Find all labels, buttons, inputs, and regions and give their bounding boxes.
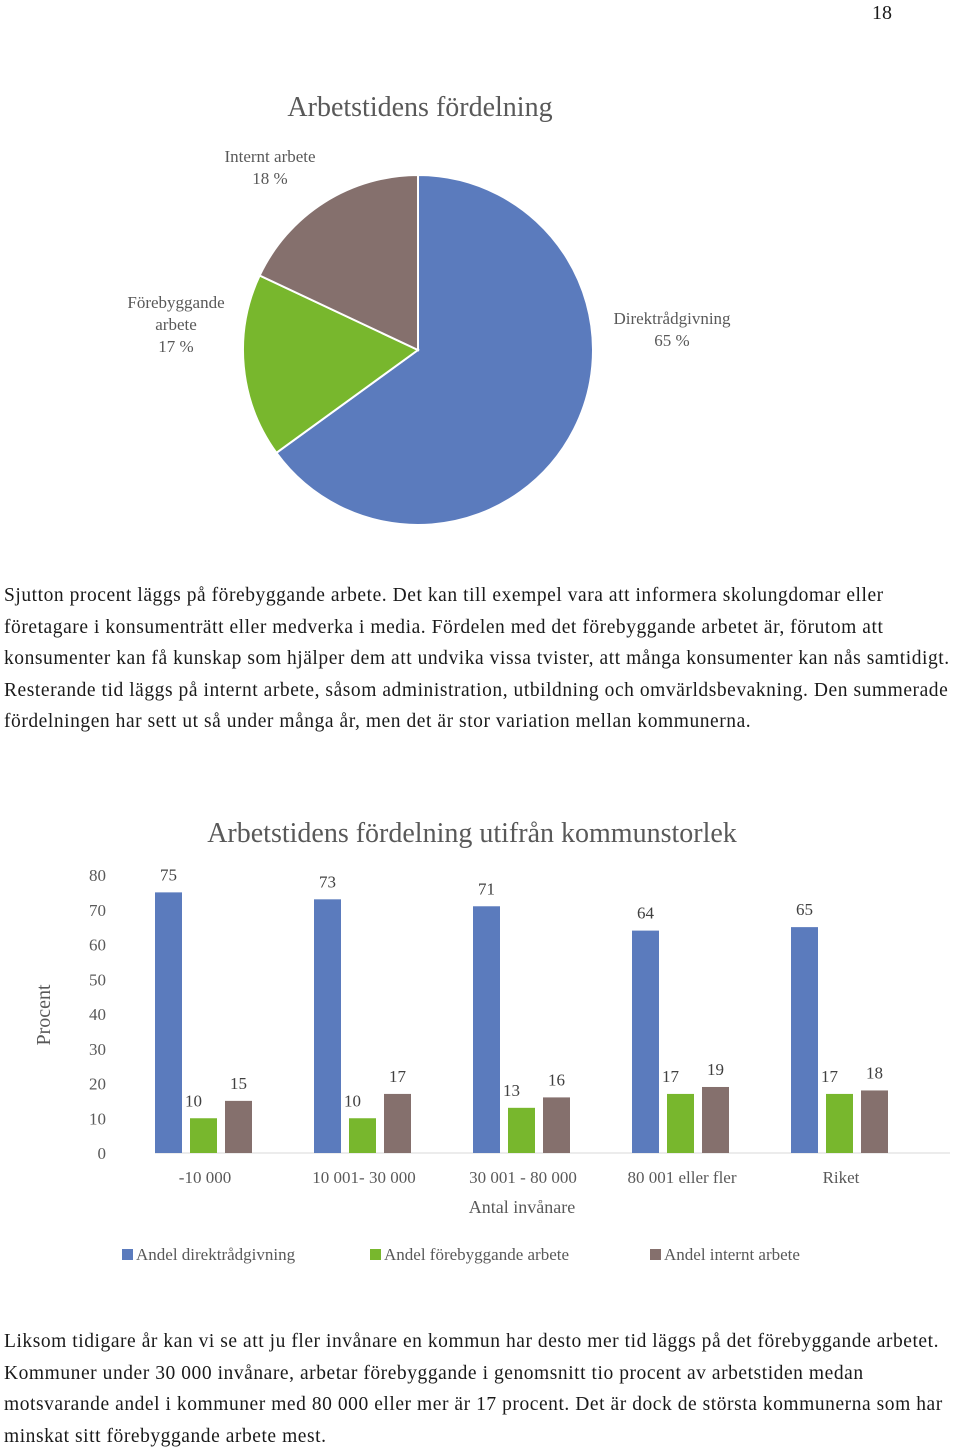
data-label: 15: [230, 1073, 247, 1093]
pie-chart: [0, 80, 960, 560]
x-tick-label: -10 000: [178, 1168, 232, 1187]
data-label: 10: [344, 1091, 361, 1111]
x-axis-label: Antal invånare: [468, 1197, 576, 1217]
bar-title: Arbetstidens fördelning utifrån kommunstorlek: [207, 818, 737, 849]
data-label: 19: [707, 1059, 724, 1079]
legend-label-1: Andel förebyggande arbete: [384, 1245, 570, 1264]
bar-0-1: [314, 899, 341, 1153]
pie-label-line: Direktrådgivning: [613, 309, 731, 328]
y-tick-label: 0: [97, 1144, 106, 1163]
paragraph-conclusion: Liksom tidigare år kan vi se att ju fler invånare en kommun har desto mer tid läggs på det förebyggande arbetet. Kommuner under 30 000 invånare, arbetar förebyggande i genomsnitt tio procent av arbetstiden medan motsvarande andel i kommuner med 80 000 eller mer är 17 procent. Det är dock de största kommunerna som har minskat sitt förebyggande arbete mest.: [4, 1331, 943, 1447]
pie-label-line: 65 %: [654, 331, 690, 350]
bar-2-1: [384, 1094, 411, 1153]
bar-1-3: [667, 1094, 694, 1153]
legend-swatch-0: [122, 1249, 133, 1260]
y-tick-label: 60: [89, 935, 106, 955]
legend-swatch-2: [650, 1249, 661, 1260]
pie-label-0: [613, 309, 731, 350]
bar-2-0: [225, 1101, 252, 1153]
bar-0-2: [473, 906, 500, 1153]
bar-1-2: [508, 1108, 535, 1153]
data-label: 73: [319, 872, 336, 892]
x-tick-label: Riket: [822, 1168, 860, 1187]
y-axis-label: Procent: [33, 984, 55, 1046]
bar-1-4: [826, 1094, 853, 1153]
bar-2-4: [861, 1090, 888, 1153]
legend-swatch-1: [370, 1249, 381, 1260]
y-tick-label: 50: [89, 970, 106, 990]
data-label: 17: [821, 1066, 838, 1086]
bar-0-4: [791, 927, 818, 1153]
legend-label-2: Andel internt arbete: [664, 1245, 800, 1264]
y-tick-label: 80: [89, 866, 106, 885]
bar-0-3: [632, 931, 659, 1153]
data-label: 64: [637, 903, 654, 923]
pie-label-line: arbete: [155, 315, 197, 334]
data-label: 10: [185, 1091, 202, 1111]
pie-title: Arbetstidens fördelning: [287, 92, 553, 123]
bar-2-3: [702, 1087, 729, 1153]
y-tick-label: 10: [89, 1109, 106, 1129]
data-label: 75: [160, 865, 177, 885]
y-tick-label: 30: [89, 1039, 106, 1059]
y-tick-label: 40: [89, 1005, 106, 1024]
pie-label-2: [224, 147, 315, 188]
pie-label-line: Internt arbete: [224, 147, 316, 166]
x-tick-label: 80 001 eller fler: [627, 1168, 737, 1187]
pie-label-1: [127, 293, 224, 356]
x-tick-label: 30 001 - 80 000: [469, 1168, 577, 1187]
pie-label-line: Förebyggande: [127, 293, 225, 312]
legend-label-0: Andel direktrådgivning: [136, 1245, 296, 1264]
data-label: 71: [478, 879, 495, 899]
pie-label-line: 17 %: [158, 337, 194, 356]
x-tick-label: 10 001- 30 000: [312, 1168, 416, 1187]
data-label: 16: [548, 1070, 565, 1090]
pie-label-line: 18 %: [252, 169, 288, 188]
y-tick-label: 20: [89, 1074, 106, 1094]
data-label: 17: [389, 1066, 406, 1086]
paragraph-intro: Sjutton procent läggs på förebyggande arbete. Det kan till exempel vara att informera skolungdomar eller företagare i konsumenträtt eller medverka i media. Fördelen med det förebyggande arbetet är, förutom att konsumenter kan få kunskap som hjälper dem att undvika vissa tvister, att många konsumenter kan nås samtidigt. Resterande tid läggs på internt arbete, såsom administration, utbildning och omvärldsbevakning. Den summerade fördelningen har sett ut så under många år, men det är stor variation mellan kommunerna.: [4, 585, 950, 732]
bar-0-0: [155, 892, 182, 1153]
data-label: 17: [662, 1066, 679, 1086]
data-label: 65: [796, 900, 813, 920]
data-label: 18: [866, 1063, 883, 1083]
bar-chart: [0, 810, 960, 1290]
data-label: 13: [503, 1080, 520, 1100]
bar-1-1: [349, 1118, 376, 1153]
page-number: 18: [872, 2, 892, 24]
y-tick-label: 70: [89, 900, 106, 920]
bar-1-0: [190, 1118, 217, 1153]
bar-2-2: [543, 1097, 570, 1153]
